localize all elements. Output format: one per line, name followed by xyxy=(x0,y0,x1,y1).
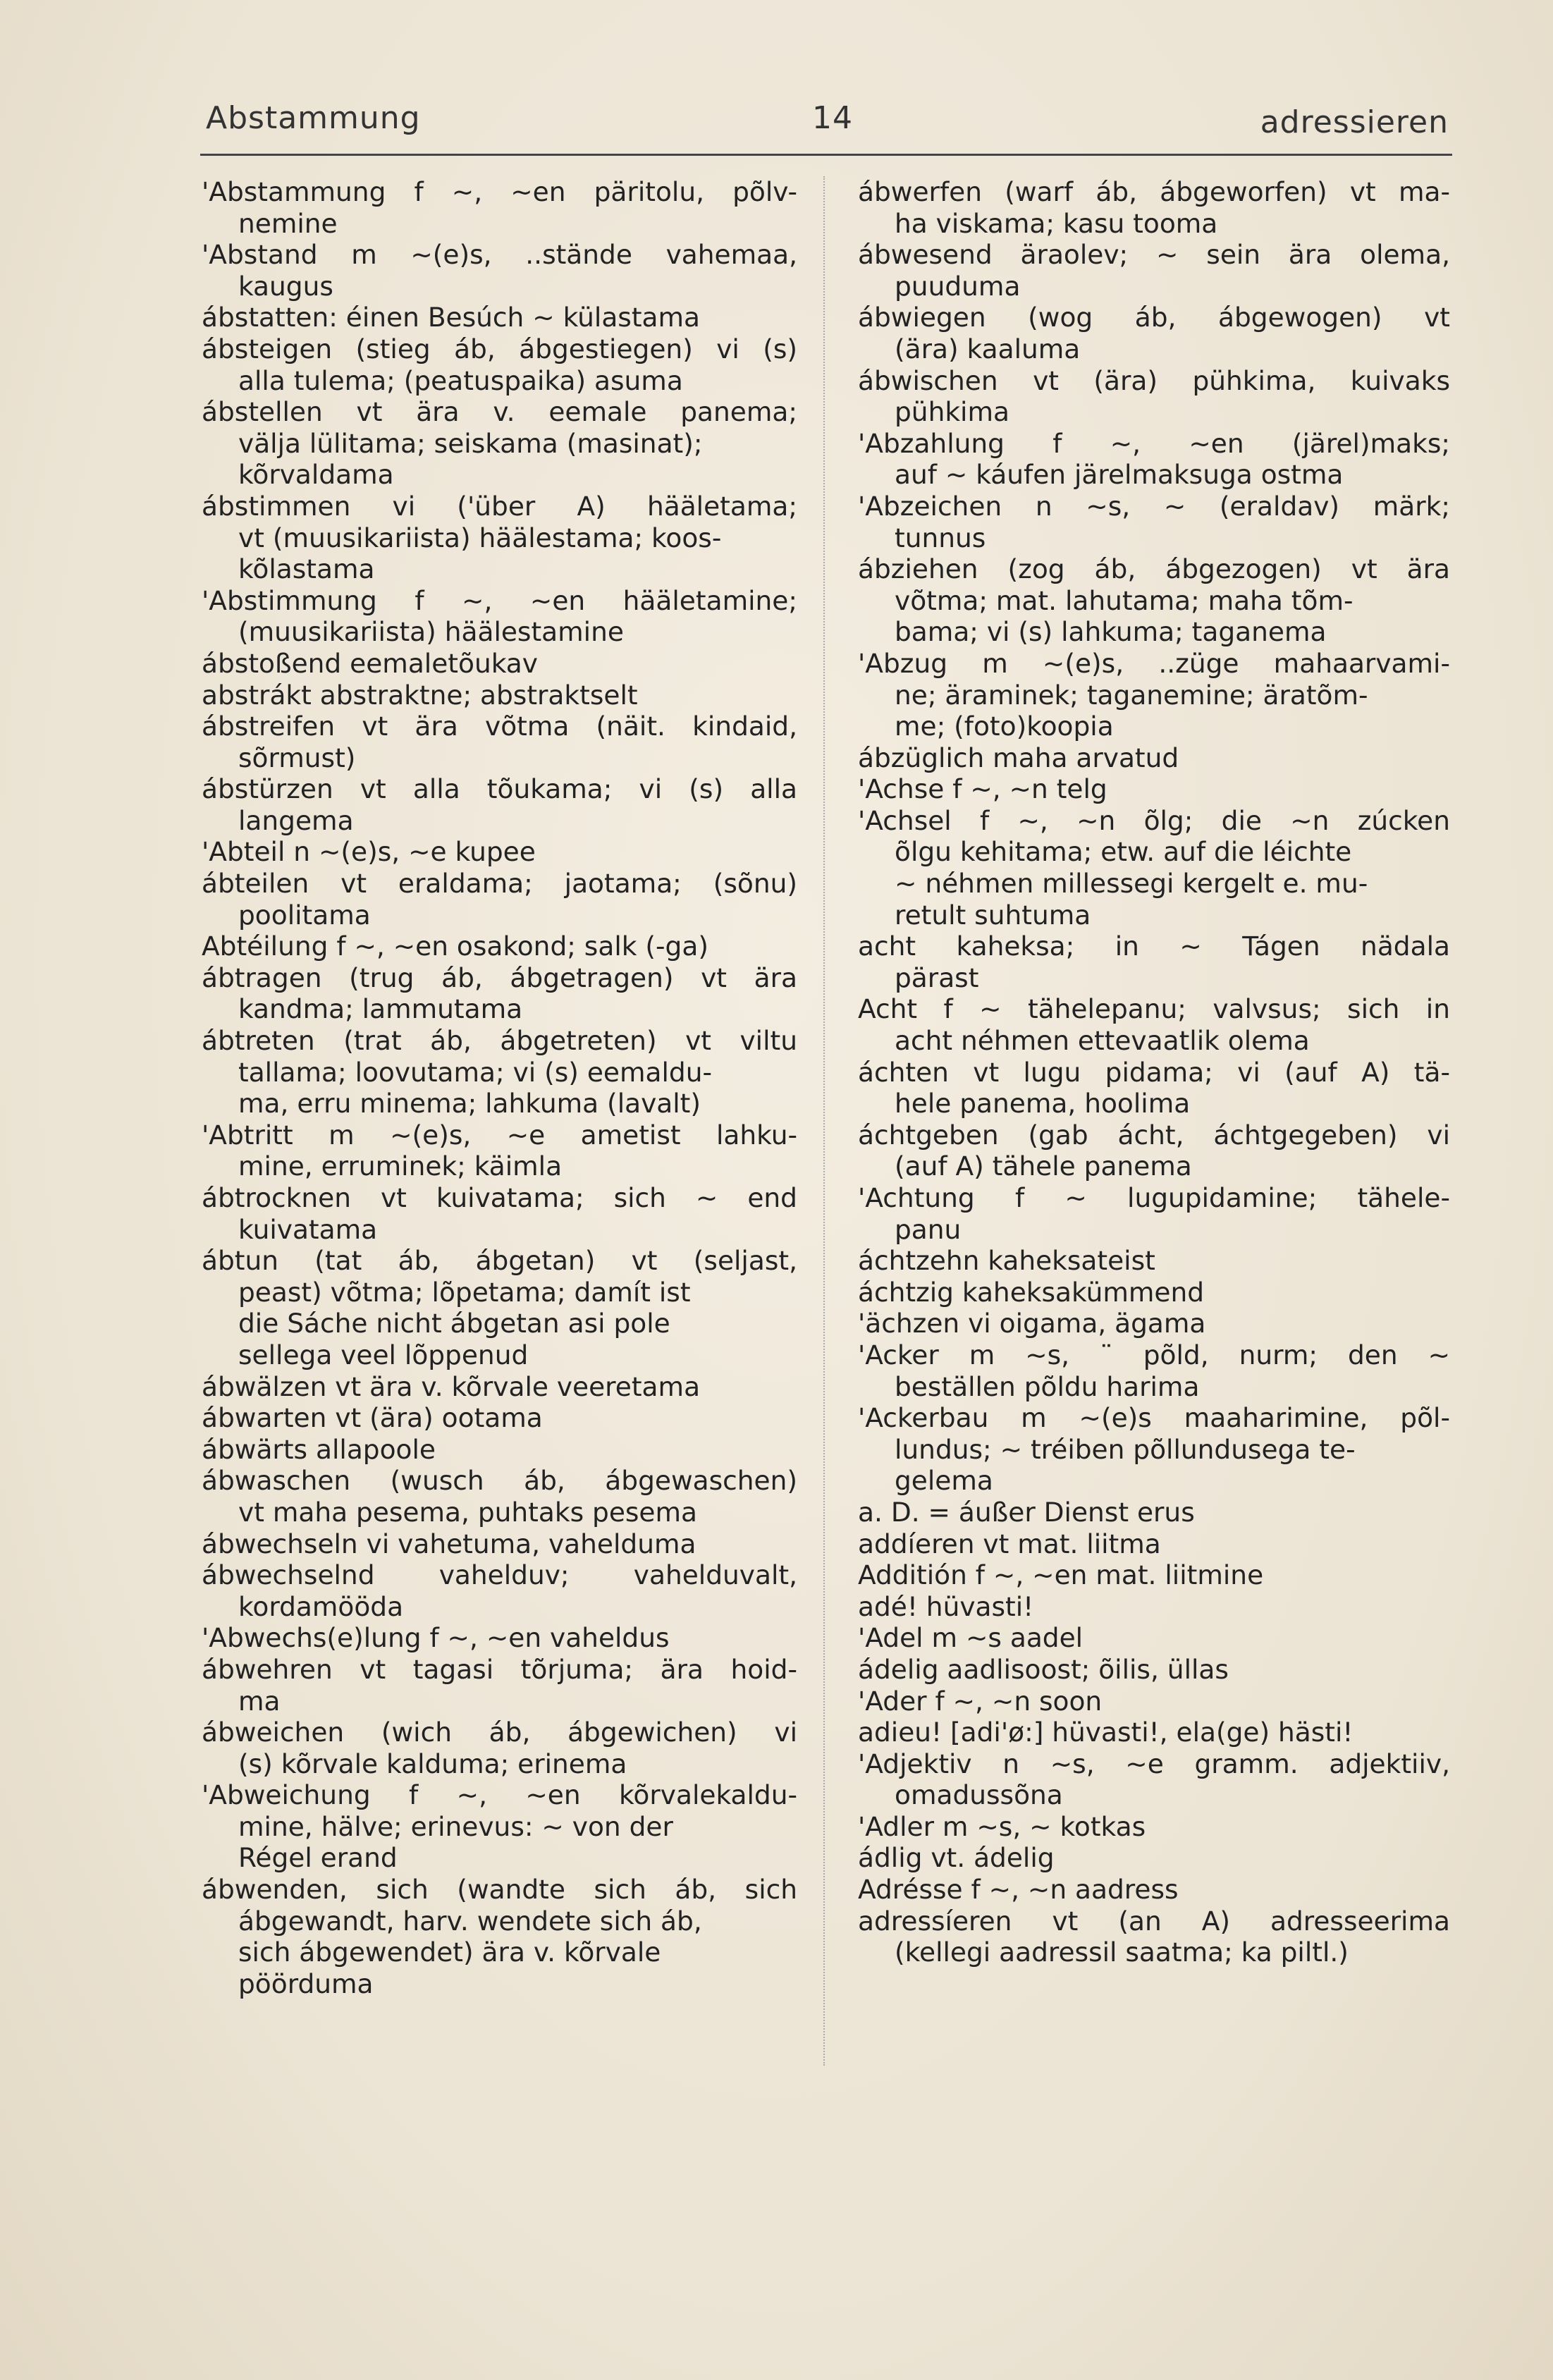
entry-continuation-line: mine, hälve; erinevus: ~ von der xyxy=(238,1810,673,1842)
dictionary-entry xyxy=(858,1654,1450,1686)
entry-continuation-line: me; (foto)koopia xyxy=(895,711,1114,742)
entry-continuation-line: vt (muusikariista) häälestama; koos- xyxy=(238,522,722,553)
entry-continuation-line: vt maha pesema, puhtaks pesema xyxy=(238,1496,698,1528)
dictionary-entry xyxy=(202,1654,797,1717)
entry-continuation-line: sich ábgewendet) ära v. kõrvale xyxy=(238,1937,661,1968)
entry-continuation-line: ne; äraminek; taganemine; äratõm- xyxy=(895,679,1368,711)
entry-first-line: ábstatten: éinen Besúch ~ külastama xyxy=(202,302,701,333)
dictionary-entry xyxy=(858,365,1450,428)
entry-continuation-line: auf ~ káufen järelmaksuga ostma xyxy=(895,459,1344,491)
entry-first-line: 'Abwechs(e)lung f ~, ~en vaheldus xyxy=(202,1622,670,1654)
dictionary-entry xyxy=(858,176,1450,239)
entry-first-line: 'Abstand m ~(e)s, ..stände vahemaa, xyxy=(202,239,797,271)
dictionary-entry xyxy=(202,1025,797,1120)
entry-first-line: ábtragen (trug áb, ábgetragen) vt ära xyxy=(202,962,797,993)
dictionary-entry xyxy=(202,491,797,585)
entry-first-line: ábwenden, sich (wandte sich áb, sich xyxy=(202,1874,797,1906)
dictionary-entry xyxy=(858,1906,1450,1968)
entry-continuation-line: ha viskama; kasu tooma xyxy=(895,207,1218,239)
dictionary-entry xyxy=(858,1811,1450,1843)
dictionary-entry xyxy=(858,1748,1450,1811)
entry-continuation-line: puuduma xyxy=(895,270,1021,302)
entry-continuation-line: ~ néhmen millessegi kergelt e. mu- xyxy=(895,868,1368,900)
entry-first-line: ábwerfen (warf áb, ábgeworfen) vt ma- xyxy=(858,176,1450,207)
entry-first-line: Adrésse f ~, ~n aadress xyxy=(858,1874,1179,1906)
entry-continuation-line: ma, erru minema; lahkuma (lavalt) xyxy=(238,1088,701,1120)
dictionary-entry xyxy=(202,1182,797,1245)
dictionary-entry xyxy=(858,553,1450,648)
entry-continuation-line: (s) kõrvale kalduma; erinema xyxy=(238,1748,627,1779)
dictionary-entry xyxy=(858,1559,1450,1591)
entry-continuation-line: õlgu kehitama; etw. auf die léichte xyxy=(895,836,1352,868)
entry-first-line: ábstellen vt ära v. eemale panema; xyxy=(202,396,797,428)
entry-first-line: ábwarten vt (ära) ootama xyxy=(202,1402,543,1434)
entry-first-line: ábwesend äraolev; ~ sein ära olema, xyxy=(858,239,1450,271)
entry-continuation-line: tunnus xyxy=(895,522,986,553)
entry-continuation-line: kaugus xyxy=(238,270,333,302)
entry-continuation-line: pühkima xyxy=(895,396,1009,428)
entry-continuation-line: (muusikariista) häälestamine xyxy=(238,616,624,648)
entry-continuation-line: retult suhtuma xyxy=(895,899,1091,931)
entry-continuation-line: bama; vi (s) lahkuma; taganema xyxy=(895,616,1327,648)
entry-first-line: áchtzig kaheksakümmend xyxy=(858,1276,1205,1308)
entry-first-line: 'Abzahlung f ~, ~en (järel)maks; xyxy=(858,427,1450,459)
dictionary-entry xyxy=(202,868,797,931)
entry-continuation-line: kõlastama xyxy=(238,553,375,585)
entry-first-line: áchtzehn kaheksateist xyxy=(858,1245,1155,1277)
entry-continuation-line: võtma; mat. lahutama; maha tõm- xyxy=(895,584,1353,616)
entry-continuation-line: omadussõna xyxy=(895,1779,1063,1811)
entry-first-line: ábwärts allapoole xyxy=(202,1433,436,1465)
entry-continuation-line: ábgewandt, harv. wendete sich áb, xyxy=(238,1905,702,1937)
dictionary-entry xyxy=(202,1779,797,1874)
dictionary-entry xyxy=(858,1057,1450,1120)
dictionary-entry xyxy=(202,585,797,648)
entry-first-line: abstrákt abstraktne; abstraktselt xyxy=(202,679,638,711)
dictionary-entry xyxy=(202,1717,797,1779)
entry-continuation-line: peast) võtma; lõpetama; damít ist xyxy=(238,1276,691,1308)
dictionary-entry xyxy=(858,742,1450,774)
entry-first-line: 'Achtung f ~ lugupidamine; tähele- xyxy=(858,1182,1450,1213)
entry-continuation-line: kõrvaldama xyxy=(238,459,394,491)
entry-first-line: 'Acker m ~s, ¨ põld, nurm; den ~ xyxy=(858,1339,1450,1370)
dictionary-entry xyxy=(202,711,797,773)
left-column xyxy=(202,176,797,1999)
entry-first-line: ábziehen (zog áb, ábgezogen) vt ära xyxy=(858,553,1450,585)
entry-first-line: ábwiegen (wog áb, ábgewogen) vt xyxy=(858,302,1450,333)
entry-continuation-line: tallama; loovutama; vi (s) eemaldu- xyxy=(238,1056,712,1088)
dictionary-entry xyxy=(202,1528,797,1560)
entry-continuation-line: ma xyxy=(238,1685,281,1717)
entry-first-line: ábtun (tat áb, ábgetan) vt (seljast, xyxy=(202,1245,797,1277)
entry-continuation-line: kuivatama xyxy=(238,1213,378,1245)
entry-continuation-line: acht néhmen ettevaatlik olema xyxy=(895,1025,1310,1057)
dictionary-entry xyxy=(202,176,797,239)
dictionary-entry xyxy=(858,931,1450,993)
dictionary-entry xyxy=(202,931,797,962)
dictionary-entry xyxy=(202,1245,797,1370)
dictionary-entry xyxy=(202,836,797,868)
entry-first-line: 'Abstammung f ~, ~en päritolu, põlv- xyxy=(202,176,797,207)
dictionary-entry xyxy=(858,1339,1450,1402)
entry-continuation-line: beställen põldu harima xyxy=(895,1370,1200,1402)
entry-continuation-line: die Sáche nicht ábgetan asi pole xyxy=(238,1308,670,1339)
entry-first-line: adé! hüvasti! xyxy=(858,1590,1034,1622)
entry-first-line: adressíeren vt (an A) adresseerima xyxy=(858,1905,1450,1937)
dictionary-entry xyxy=(202,680,797,711)
dictionary-entry xyxy=(858,1308,1450,1339)
dictionary-entry xyxy=(202,962,797,1025)
entry-continuation-line: gelema xyxy=(895,1465,993,1497)
dictionary-entry xyxy=(858,1245,1450,1277)
entry-first-line: 'Abstimmung f ~, ~en hääletamine; xyxy=(202,584,797,616)
entry-first-line: 'Adjektiv n ~s, ~e gramm. adjektiiv, xyxy=(858,1748,1450,1779)
entry-first-line: ábstreifen vt ära võtma (näit. kindaid, xyxy=(202,711,797,742)
entry-first-line: 'Abtritt m ~(e)s, ~e ametist lahku- xyxy=(202,1119,797,1151)
dictionary-entry xyxy=(858,1591,1450,1623)
entry-continuation-line: nemine xyxy=(238,207,338,239)
entry-first-line: ádelig aadlisoost; õilis, üllas xyxy=(858,1653,1229,1685)
entry-first-line: 'Ackerbau m ~(e)s maaharimine, põl- xyxy=(858,1402,1450,1434)
dictionary-entry xyxy=(202,1434,797,1466)
dictionary-entry xyxy=(858,993,1450,1056)
dictionary-entry xyxy=(858,1717,1450,1748)
entry-first-line: ábwechseln vi vahetuma, vahelduma xyxy=(202,1528,696,1559)
entry-continuation-line: kordamööda xyxy=(238,1590,404,1622)
entry-continuation-line: sõrmust) xyxy=(238,742,356,773)
entry-first-line: Additión f ~, ~en mat. liitmine xyxy=(858,1559,1264,1591)
header-rule xyxy=(200,154,1452,156)
dictionary-entry xyxy=(202,1874,797,1999)
entry-first-line: adieu! [adi'ø:] hüvasti!, ela(ge) hästi! xyxy=(858,1717,1353,1748)
page-number: 14 xyxy=(812,100,853,136)
dictionary-entry xyxy=(858,1277,1450,1308)
dictionary-entry xyxy=(858,239,1450,302)
entry-continuation-line: (kellegi aadressil saatma; ka piltl.) xyxy=(895,1937,1349,1968)
entry-first-line: 'Abzug m ~(e)s, ..züge mahaarvami- xyxy=(858,647,1450,679)
dictionary-entry xyxy=(858,428,1450,491)
entry-first-line: ábteilen vt eraldama; jaotama; (sõnu) xyxy=(202,868,797,900)
entry-continuation-line: pöörduma xyxy=(238,1968,374,1999)
dictionary-entry xyxy=(202,1120,797,1182)
entry-continuation-line: alla tulema; (peatuspaika) asuma xyxy=(238,364,683,396)
dictionary-entry xyxy=(202,648,797,680)
entry-continuation-line: Régel erand xyxy=(238,1842,398,1874)
entry-first-line: ábstoßend eemaletõukav xyxy=(202,647,538,679)
dictionary-entry xyxy=(202,239,797,302)
header-first-headword: Abstammung xyxy=(206,100,421,136)
entry-first-line: ábweichen (wich áb, ábgewichen) vi xyxy=(202,1717,797,1748)
header-last-headword: adressieren xyxy=(1260,104,1449,140)
entry-first-line: Acht f ~ tähelepanu; valvsus; sich in xyxy=(858,993,1450,1025)
entry-continuation-line: (auf A) tähele panema xyxy=(895,1151,1192,1182)
dictionary-entry xyxy=(858,1874,1450,1906)
entry-first-line: 'Ader f ~, ~n soon xyxy=(858,1685,1103,1717)
dictionary-entry xyxy=(858,1528,1450,1560)
entry-first-line: ábtreten (trat áb, ábgetreten) vt viltu xyxy=(202,1025,797,1057)
entry-first-line: ábzüglich maha arvatud xyxy=(858,742,1179,773)
right-column xyxy=(858,176,1450,1968)
entry-first-line: ábstimmen vi ('über A) hääletama; xyxy=(202,490,797,522)
entry-first-line: 'Adel m ~s aadel xyxy=(858,1622,1084,1654)
entry-continuation-line: (ära) kaaluma xyxy=(895,333,1081,364)
dictionary-entry xyxy=(202,1622,797,1654)
entry-continuation-line: sellega veel lõppenud xyxy=(238,1339,529,1370)
entry-continuation-line: langema xyxy=(238,804,354,836)
dictionary-entry xyxy=(858,1686,1450,1717)
entry-first-line: ábtrocknen vt kuivatama; sich ~ end xyxy=(202,1182,797,1213)
dictionary-entry xyxy=(202,333,797,396)
dictionary-entry xyxy=(202,1465,797,1528)
entry-first-line: acht kaheksa; in ~ Tágen nädala xyxy=(858,931,1450,962)
entry-continuation-line: panu xyxy=(895,1213,962,1245)
entry-first-line: ábwischen vt (ära) pühkima, kuivaks xyxy=(858,364,1450,396)
entry-first-line: áchten vt lugu pidama; vi (auf A) tä- xyxy=(858,1056,1450,1088)
entry-first-line: 'Abteil n ~(e)s, ~e kupee xyxy=(202,836,536,868)
dictionary-entry xyxy=(858,1622,1450,1654)
dictionary-entry xyxy=(858,773,1450,805)
dictionary-entry xyxy=(858,1182,1450,1245)
dictionary-entry xyxy=(858,1842,1450,1874)
entry-first-line: ábwehren vt tagasi tõrjuma; ära hoid- xyxy=(202,1653,797,1685)
dictionary-entry xyxy=(202,302,797,333)
entry-continuation-line: lundus; ~ tréiben põllundusega te- xyxy=(895,1433,1356,1465)
page-header xyxy=(0,92,1553,148)
dictionary-entry xyxy=(202,1559,797,1622)
entry-first-line: 'Adler m ~s, ~ kotkas xyxy=(858,1810,1146,1842)
entry-first-line: 'Abweichung f ~, ~en kõrvalekaldu- xyxy=(202,1779,797,1811)
entry-first-line: Abtéilung f ~, ~en osakond; salk (-ga) xyxy=(202,931,708,962)
entry-first-line: ádlig vt. ádelig xyxy=(858,1842,1055,1874)
entry-continuation-line: hele panema, hoolima xyxy=(895,1088,1191,1120)
entry-first-line: ábwechselnd vahelduv; vahelduvalt, xyxy=(202,1559,797,1591)
dictionary-entry xyxy=(858,1497,1450,1528)
entry-first-line: áchtgeben (gab ácht, áchtgegeben) vi xyxy=(858,1119,1450,1151)
entry-continuation-line: mine, erruminek; käimla xyxy=(238,1151,563,1182)
entry-continuation-line: kandma; lammutama xyxy=(238,993,523,1025)
entry-first-line: 'Achse f ~, ~n telg xyxy=(858,773,1107,805)
dictionary-entry xyxy=(858,1402,1450,1497)
column-divider xyxy=(823,176,825,2066)
entry-first-line: a. D. = áußer Dienst erus xyxy=(858,1496,1195,1528)
dictionary-entry xyxy=(858,648,1450,742)
dictionary-entry xyxy=(858,1120,1450,1182)
entry-continuation-line: välja lülitama; seiskama (masinat); xyxy=(238,427,703,459)
entry-first-line: ábwaschen (wusch áb, ábgewaschen) xyxy=(202,1465,797,1497)
entry-first-line: ábstürzen vt alla tõukama; vi (s) alla xyxy=(202,773,797,805)
entry-continuation-line: poolitama xyxy=(238,899,371,931)
entry-first-line: 'ächzen vi oigama, ägama xyxy=(858,1308,1206,1339)
entry-first-line: 'Abzeichen n ~s, ~ (eraldav) märk; xyxy=(858,490,1450,522)
entry-first-line: 'Achsel f ~, ~n õlg; die ~n zúcken xyxy=(858,804,1450,836)
entry-first-line: ábwälzen vt ära v. kõrvale veeretama xyxy=(202,1370,701,1402)
dictionary-entry xyxy=(858,491,1450,553)
dictionary-entry xyxy=(202,773,797,836)
dictionary-entry xyxy=(858,302,1450,364)
dictionary-entry xyxy=(202,1371,797,1403)
entry-first-line: ábsteigen (stieg áb, ábgestiegen) vi (s) xyxy=(202,333,797,364)
entry-continuation-line: pärast xyxy=(895,962,979,993)
dictionary-entry xyxy=(858,805,1450,931)
dictionary-entry xyxy=(202,396,797,491)
dictionary-entry xyxy=(202,1402,797,1434)
entry-first-line: addíeren vt mat. liitma xyxy=(858,1528,1161,1559)
